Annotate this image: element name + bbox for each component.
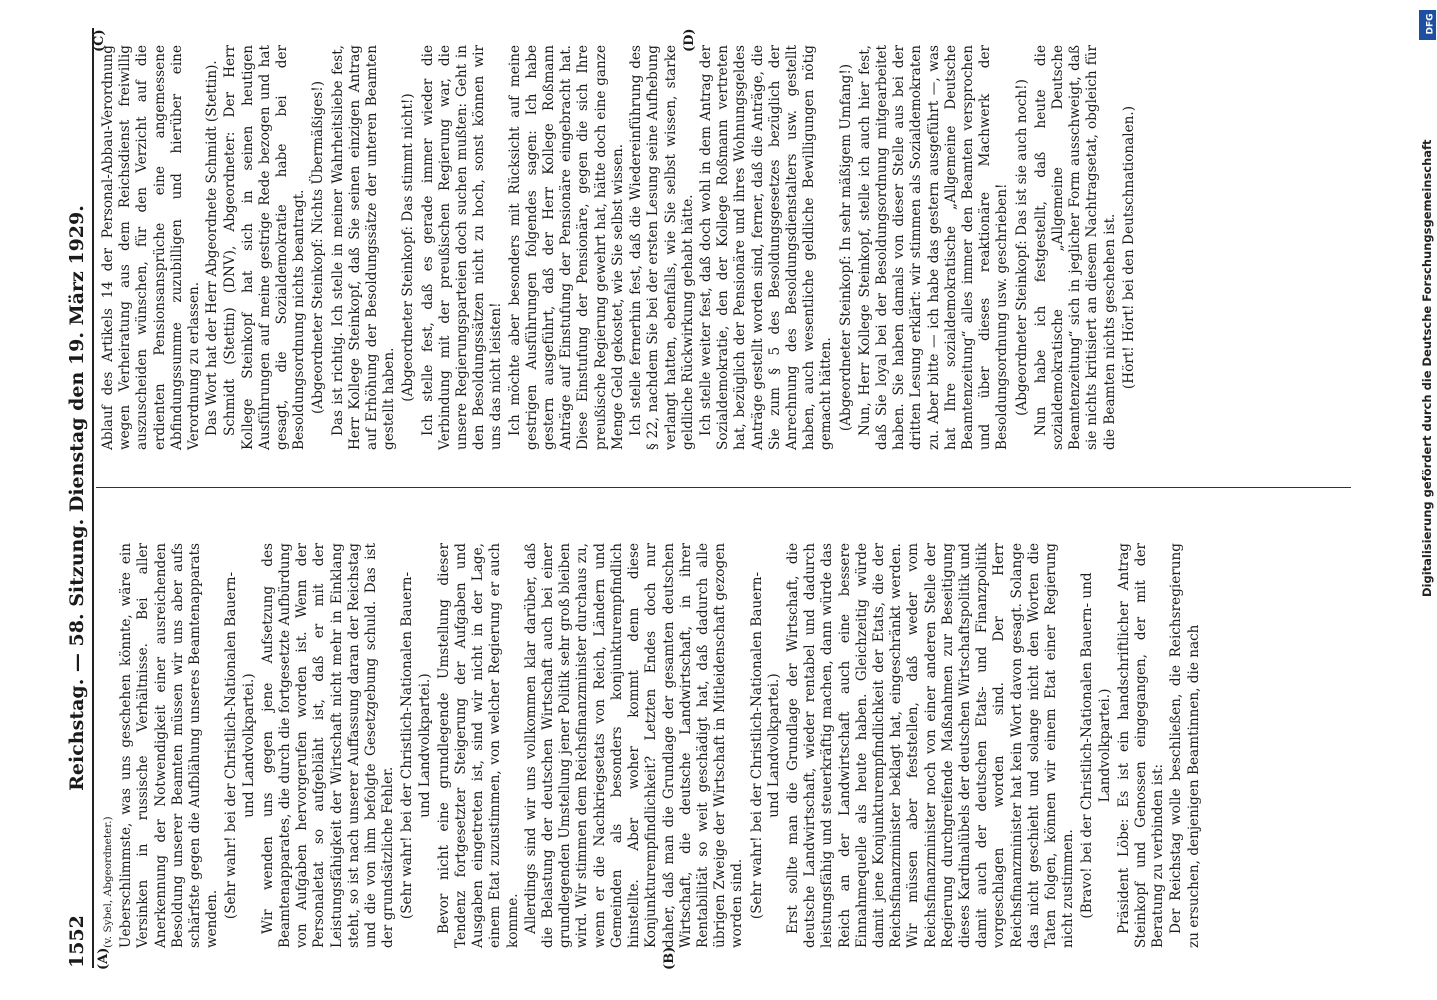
paragraph: Nun, Herr Kollege Steinkopf, stelle ich auch hier fest, daß Sie loyal bei der Besoldungsordnung mitgearbeitet haben. Sie haben damals von dieser Stelle aus bei der dritten Lesung erklärt: wir stimmen als Sozialdemokraten zu. Aber bitte — ich habe das gestern ausgeführt —, was hat Ihre sozialdemokratische „Allgemeine Deutsche Beamtenzeitung“ alles immer den Beamten versprochen und über dieses reaktionäre Machwerk der Besoldungsordnung usw. geschrieben! bbox=[856, 45, 1011, 450]
paragraph: Der Reichstag wolle beschließen, die Reichsregierung zu ersuchen, denjenigen Beamtinnen, die nach bbox=[1168, 543, 1202, 948]
left-column bbox=[100, 543, 1204, 948]
margin-marker-b: (B) bbox=[662, 946, 677, 970]
paragraph: Ablauf des Artikels 14 der Personal-Abbau-Verordnung wegen Verheiratung aus dem Reichsdienst freiwillig auszuscheiden wünschen, für den Verzicht auf die erdienten Pensionsansprüche eine angemessene Abfindungssumme zuzubilligen und hierüber eine Verordnung zu erlassen. bbox=[100, 45, 203, 450]
paragraph: Erst sollte man die Grundlage der Wirtschaft, die deutsche Landwirtschaft, wieder rentabel und dadurch leistungsfähig und steuerkräftig machen, dann würde das Reich an der Landwirtschaft auch eine bessere Einnahmequelle als heute haben. Gleichzeitig würde damit jene Konjunkturempfindlichkeit der Etats, die der Reichsfinanzminister beklagt hat, eingeschränkt werden. Wir müssen aber feststellen, daß weder vom Reichsfinanzminister noch von einer anderen Stelle der Regierung durchgreifende Maßnahmen zur Beseitigung dieses Kardinalübels der deutschen Wirtschaftspolitik und damit auch der deutschen Etats- und Finanzpolitik vorgeschlagen worden sind. Der Herr Reichsfinanzminister hat kein Wort davon gesagt. Solange das nicht geschieht und solange nicht den Worten die Taten folgen, können wir einem Etat einer Regierung nicht zustimmen. bbox=[784, 543, 1077, 948]
paragraph: Ich stelle fest, daß es gerade immer wieder die Verbindung mit der preußischen Regierung war, die unsere Regierungsparteien doch suchen mußten: Geht in den Besoldungssätzen nicht zu hoch, sonst können wir uns das nicht leisten! bbox=[419, 45, 505, 450]
rotated-page-content bbox=[62, 28, 1382, 968]
interjection: (Abgeordneter Steinkopf: Das stimmt nicht!) bbox=[400, 93, 417, 402]
right-column bbox=[100, 45, 1140, 450]
logo-text: DFG bbox=[1425, 13, 1436, 35]
page-number: 1552 bbox=[66, 915, 88, 968]
paragraph: Ich stelle fernerhin fest, daß die Wiedereinführung des § 22, nachdem Sie bei der ersten Lesung seine Aufhebung verlangt hatten, ebenfalls, wie Sie selbst wissen, starke geldliche Rückwirkung gehabt hätte. bbox=[628, 45, 696, 450]
paragraph: Nun habe ich festgestellt, daß heute die sozialdemokratische „Allgemeine Deutsche Beamtenzeitung“ sich in jeglicher Form ausschweigt, daß sie nichts kritisiert an diesem Nachtragsetat, obgleich für die Beamten nichts geschehen ist. bbox=[1032, 45, 1118, 450]
interjection: (Abgeordneter Steinkopf: Das ist sie auch noch!) bbox=[1013, 79, 1030, 416]
page-title: Reichstag. — 58. Sitzung. Dienstag den 19. März 1929. bbox=[66, 205, 88, 791]
interjection: (Sehr wahr! bei der Christlich-Nationalen Bauern- und Landvolkpartei.) bbox=[399, 571, 433, 920]
speaker-head: (v. Sybel, Abgeordneter.) bbox=[102, 816, 114, 948]
margin-marker-a: (A) bbox=[96, 947, 111, 970]
paragraph: Ich möchte aber besonders mit Rücksicht auf meine gestrigen Ausführungen folgendes sagen: Ich habe gestern ausgeführt, daß der Herr Kollege Roßmann Anträge auf Einstufung der Pensionäre eingebracht hat. Diese Einstufung der Pensionäre, gegen die sich Ihre preußische Regierung gewehrt hat, hätte doch eine ganze Menge Geld gekostet, wie Sie selbst wissen. bbox=[506, 45, 626, 450]
interjection: (Abgeordneter Steinkopf: In sehr mäßigem Umfang!) bbox=[837, 63, 854, 432]
column-rule bbox=[96, 487, 1351, 488]
dfg-logo bbox=[1419, 10, 1436, 40]
sidebar bbox=[1419, 10, 1437, 990]
interjection: (Sehr wahr! bei der Christlich-Nationalen Bauern- und Landvolkpartei.) bbox=[748, 571, 782, 920]
paragraph: Bevor nicht eine grundlegende Umstellung dieser Tendenz fortgesetzter Steigerung der Aufgaben und Ausgaben eingetreten ist, sind wir nicht in der Lage, einem Etat zuzustimmen, von welcher Regierung er auch komme. bbox=[435, 543, 521, 948]
paragraph: Allerdings sind wir uns vollkommen klar darüber, daß die Belastung der deutschen Wirtschaft auch bei einer grundlegenden Umstellung jener Politik sehr groß bleiben wird. Wir stimmen dem Reichsfinanzminister durchaus zu, wenn er die Nachkriegsetats von Reich, Ländern und Gemeinden als besonders konjunkturempfindlich hinstellte. Aber woher kommt denn diese Konjunkturempfindlichkeit? Letzten Endes doch nur daher, daß man die Grundlage der gesamten deutschen Wirtschaft, die deutsche Landwirtschaft, in ihrer Rentabilität so weit geschädigt hat, daß dadurch alle übrigen Zweige der Wirtschaft in Mitleidenschaft gezogen worden sind. bbox=[522, 543, 746, 948]
paragraph: Ueberschlimmste, was uns geschehen könnte, wäre ein Versinken in russische Verhältnisse. Bei aller Anerkennung der Notwendigkeit einer ausreichenden Besoldung unserer Beamten müssen wir uns aber aufs schärfste gegen die Aufblähung unseres Beamtenapparats wenden. bbox=[118, 543, 221, 948]
interjection: (Sehr wahr! bei der Christlich-Nationalen Bauern- und Landvolkpartei.) bbox=[223, 571, 257, 920]
paragraph: Präsident Löbe: Es ist ein handschriftlicher Antrag Steinkopf und Genossen eingegangen, der mit der Beratung zu verbinden ist: bbox=[1115, 543, 1167, 948]
paragraph: Wir wenden uns gegen jene Aufsetzung des Beamtenapparates, die durch die fortgesetzte Aufbürdung von Aufgaben hervorgerufen worden ist. Wenn der Personaletat so aufgebläht ist, daß er mit der Leistungsfähigkeit der Wirtschaft nicht mehr in Einklang steht, so ist nach unserer Auffassung daran der Reichstag und die von ihm befolgte Gesetzgebung schuld. Das ist der grundsätzliche Fehler. bbox=[259, 543, 397, 948]
paragraph: Das Wort hat der Herr Abgeordnete Schmidt (Stettin). bbox=[204, 60, 221, 436]
interjection: (Abgeordneter Steinkopf: Nichts Übermäßiges!) bbox=[310, 80, 327, 415]
header-rule bbox=[92, 28, 94, 968]
paragraph: Das ist richtig. Ich stelle in meiner Wahrheitsliebe fest, Herr Kollege Steinkopf, daß Sie seinen einzigen Antrag auf Erhöhung der Besoldungssätze der unteren Beamten gestellt haben. bbox=[329, 45, 398, 450]
paragraph: Ich stelle weiter fest, daß doch wohl in dem Antrag der Sozialdemokratie, den der Kollege Roßmann vertreten hat, bezüglich der Pensionäre und ihres Wohnungsgeldes Anträge gestellt worden sind, ferner, daß die Anträge, die Sie zum § 5 des Besoldungsgesetzes bezüglich der Anrechnung des Besoldungsdienstalters usw. gestellt haben, auch wesentliche geldliche Bewilligungen nötig gemacht hätten. bbox=[697, 45, 835, 450]
page-header bbox=[62, 28, 92, 968]
interjection: (Hört! Hört! bei den Deutschnationalen.) bbox=[1120, 105, 1137, 390]
interjection: (Bravo! bei der Christlich-Nationalen Bauern- und Landvolkpartei.) bbox=[1079, 572, 1113, 919]
margin-marker-d: (D) bbox=[682, 28, 697, 52]
paragraph: Schmidt (Stettin) (DNV), Abgeordneter: Der Herr Kollege Steinkopf hat sich in seinen heutigen Ausführungen auf meine gestrige Rede bezogen und hat gesagt, die Sozialdemokratie habe bei der Besoldungsordnung nichts beantragt. bbox=[222, 45, 308, 450]
digitization-credit: Digitalisierung gefördert durch die Deutsche Forschungsgemeinschaft bbox=[1420, 139, 1434, 597]
margin-marker-c: (C) bbox=[92, 29, 107, 52]
